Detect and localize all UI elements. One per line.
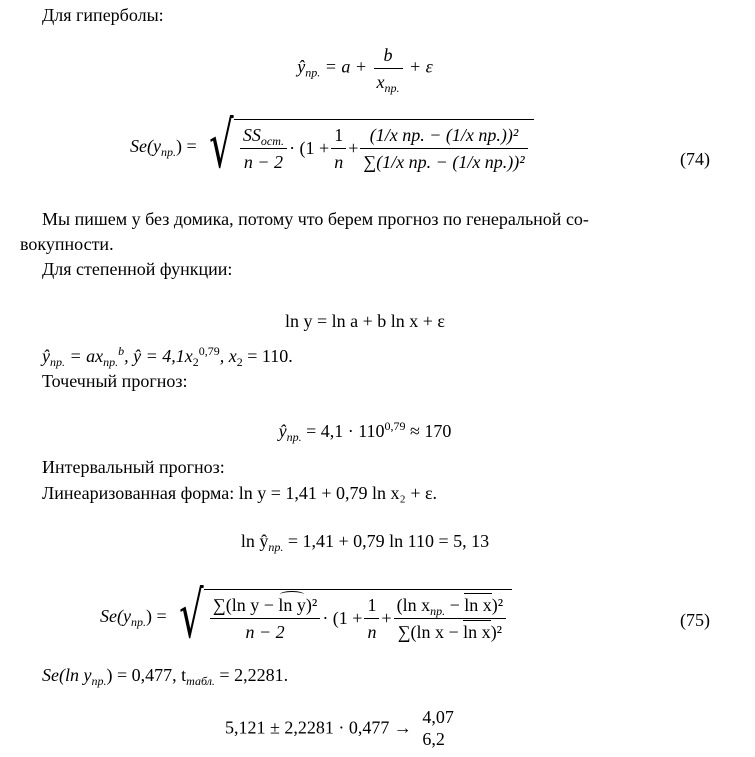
final-interval	[225, 706, 454, 750]
subscript: пр.	[160, 144, 176, 159]
square-root	[171, 579, 512, 653]
radicand	[234, 119, 534, 173]
t: пр.	[286, 430, 302, 444]
term: + ε	[409, 56, 433, 77]
t: )²	[491, 595, 504, 615]
numerator: 1	[331, 124, 346, 149]
denominator	[394, 619, 507, 643]
t: )²	[490, 622, 503, 642]
upper-bound: 6,2	[422, 729, 445, 749]
t: 0,79	[384, 419, 406, 433]
denominator: n	[334, 152, 344, 172]
subscript: пр.	[305, 65, 321, 80]
t: пр.	[50, 355, 65, 369]
den-var: x	[376, 72, 385, 92]
equation-number-75: (75)	[680, 610, 710, 630]
interval-bounds	[422, 706, 454, 750]
denominator: n − 2	[245, 622, 285, 642]
lower-bound: 4,07	[422, 707, 454, 727]
overline: ln x	[464, 595, 492, 615]
t: −	[445, 595, 465, 615]
ss: SS	[242, 125, 261, 145]
radical-icon: √	[209, 109, 234, 183]
interval-heading: Интервальный прогноз:	[42, 457, 225, 477]
t: = 2,2281.	[214, 665, 289, 685]
equation-74	[130, 109, 534, 183]
t: пр.	[268, 540, 284, 554]
t: ≈ 170	[410, 421, 452, 441]
t: b	[118, 344, 125, 358]
t: = 1,41 + 0,79 ln 110 = 5, 13	[287, 531, 490, 551]
expression: 5,121 ± 2,2281 · 0,477 →	[225, 717, 412, 738]
paragraph-line: вокупности.	[20, 234, 114, 254]
subscript: ост.	[260, 134, 285, 148]
t: = ax	[65, 346, 104, 366]
t: 2	[236, 355, 243, 369]
equation-number-74: (74)	[680, 149, 710, 169]
equation-ln	[0, 530, 730, 552]
t: пр.	[130, 614, 146, 629]
fraction-big	[360, 124, 527, 173]
t: · (1 +	[322, 608, 363, 628]
equation-75	[100, 579, 512, 653]
numerator	[240, 124, 287, 149]
widehat: ln y	[278, 595, 306, 615]
t: пр.	[103, 355, 119, 369]
numerator: b	[374, 44, 403, 69]
square-root	[201, 109, 534, 183]
t: = 4,1 · 110	[306, 421, 385, 441]
t: ∑(ln x −	[397, 622, 464, 642]
fraction	[374, 44, 403, 93]
t: 0,79	[198, 344, 220, 358]
overline: ln x	[463, 622, 491, 642]
t: , ŷ = 4,1x	[124, 346, 193, 366]
paragraph-line: Мы пишем y без домика, потому что берем прогноз по генеральной со-	[42, 209, 589, 229]
t: табл.	[186, 674, 215, 688]
t: Se(y	[100, 605, 131, 626]
denominator: ∑(1/x пр. − (1/x пр.))²	[363, 152, 525, 172]
se-line	[42, 664, 288, 686]
numerator: 1	[364, 594, 379, 619]
subscript: пр.	[384, 81, 400, 95]
numerator: (1/x пр. − (1/x пр.))²	[360, 124, 527, 149]
t: , x	[219, 346, 237, 366]
y-hat: ŷ	[297, 56, 306, 77]
plus: +	[348, 138, 359, 158]
equation-power: ln y = ln a + b ln x + ε	[284, 311, 445, 331]
t: Se(ln y	[42, 665, 92, 685]
term: = a +	[324, 56, 368, 77]
radical-icon: √	[179, 579, 204, 653]
t: ) = 0,477, t	[106, 665, 187, 685]
t: )²	[305, 595, 318, 615]
fraction-1	[210, 594, 320, 643]
lhs: Se(y	[130, 135, 161, 156]
denominator	[374, 69, 403, 93]
t: пр.	[430, 604, 446, 618]
power-heading: Для степенной функции:	[42, 259, 233, 279]
t: (ln x	[396, 595, 431, 615]
t: 2	[192, 355, 199, 369]
linearized-form: Линеаризованная форма: ln y = 1,41 + 0,79 ln x₂ + ε.	[42, 483, 438, 503]
t: ) =	[145, 605, 167, 626]
t: пр.	[91, 674, 107, 688]
radicand	[204, 589, 512, 643]
fraction-ss	[240, 124, 287, 173]
plus: +	[381, 608, 392, 628]
numerator	[394, 594, 507, 619]
model-line	[42, 345, 293, 367]
t: ŷ	[42, 346, 50, 366]
hyperbola-heading: Для гиперболы:	[42, 5, 164, 25]
numerator	[210, 594, 320, 619]
point-heading: Точечный прогноз:	[42, 371, 188, 391]
equals: ) =	[175, 135, 197, 156]
fraction-1n	[331, 124, 346, 173]
t: ln ŷ	[240, 531, 269, 551]
t: = 110.	[242, 346, 293, 366]
equation-point	[0, 420, 730, 442]
denominator: n	[367, 622, 377, 642]
t: ∑(ln y −	[212, 595, 279, 615]
term: · (1 +	[289, 138, 330, 158]
t: ŷ	[278, 421, 287, 441]
equation-hyperbola	[0, 44, 730, 93]
fraction-2	[394, 594, 507, 643]
fraction-1n	[364, 594, 379, 643]
denominator: n − 2	[243, 152, 284, 172]
